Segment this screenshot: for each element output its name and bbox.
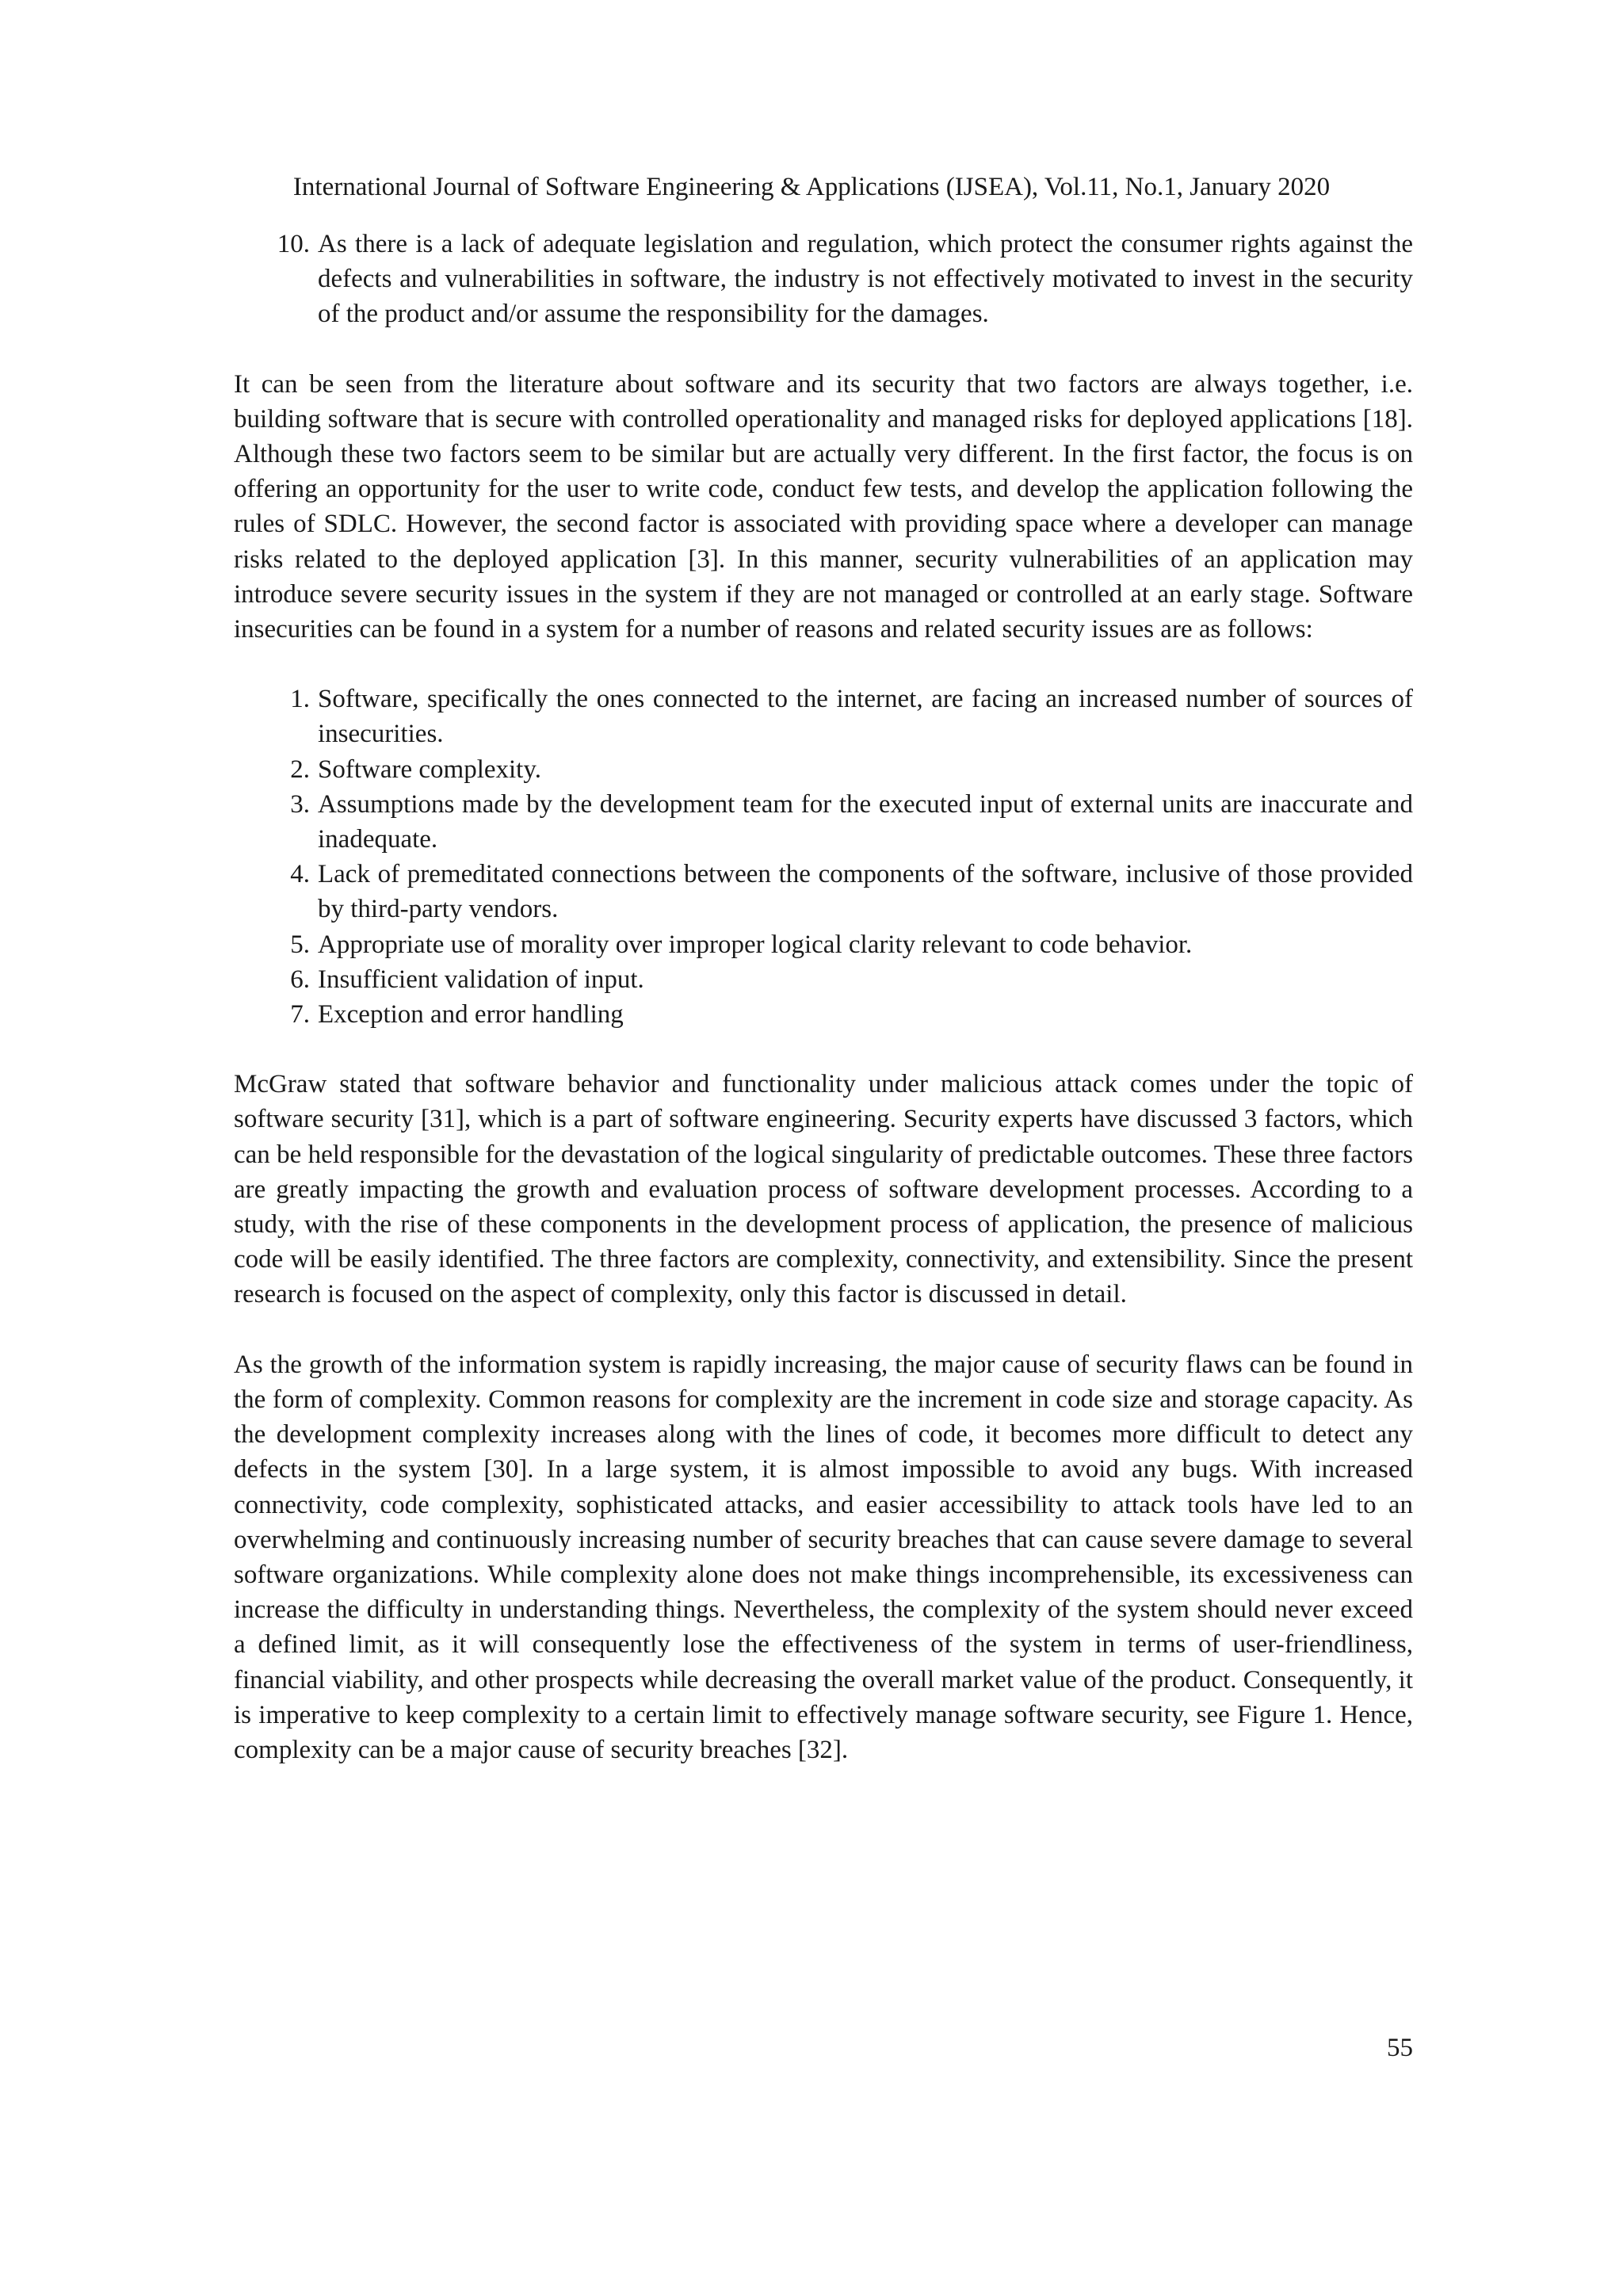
list-item-text: Software complexity. xyxy=(318,755,541,784)
body-paragraph: It can be seen from the literature about software and its security that two factors are always together, i.e. building software that is secure with controlled operationality and managed risks for deployed applications [18]. Although these two factors seem to be similar but are actually very different. In the first factor, the focus is on offering an opportunity for the user to write code, conduct few tests, and develop the application following the rules of SDLC. However, the second factor is associated with providing space where a developer can manage risks related to the deployed application [3]. In this manner, security vulnerabilities of an application may introduce severe security issues in the system if they are not managed or controlled at an early stage. Software insecurities can be found in a system for a number of reasons and related security issues are as follows: xyxy=(234,369,1413,644)
list-item-number: 1. xyxy=(290,685,310,714)
body-paragraph: McGraw stated that software behavior and functionality under malicious attack comes under the topic of software security [31], which is a part of software engineering. Security experts have discussed 3 factors, which can be held responsible for the devastation of the logical singularity of predictable outcomes. These three factors are greatly impacting the growth and evaluation process of software development processes. According to a study, with the rise of these components in the development process of application, the presence of malicious code will be easily identified. The three factors are complexity, connectivity, and extensibility. Since the present research is focused on the aspect of complexity, only this factor is discussed in detail. xyxy=(234,1070,1413,1309)
list-item-text: Exception and error handling xyxy=(318,1000,624,1030)
list-item xyxy=(234,997,1413,1032)
list-item xyxy=(234,752,1413,787)
body-paragraph: As the growth of the information system is rapidly increasing, the major cause of security flaws can be found in the form of complexity. Common reasons for complexity are the increment in code size and storage capacity. As the development complexity increases along with the lines of code, it becomes more difficult to detect any defects in the system [30]. In a large system, it is almost impossible to avoid any bugs. With increased connectivity, code complexity, sophisticated attacks, and easier accessibility to attack tools have led to an overwhelming and continuously increasing number of security breaches that can cause severe damage to several software organizations. While complexity alone does not make things incomprehensible, its excessiveness can increase the difficulty in understanding things. Nevertheless, the complexity of the system should never exceed a defined limit, as it will consequently lose the effectiveness of the system in terms of user-friendliness, financial viability, and other prospects while decreasing the overall market value of the product. Consequently, it is imperative to keep complexity to a certain limit to effectively manage software security, see Figure 1. Hence, complexity can be a major cause of security breaches [32]. xyxy=(234,1350,1413,1764)
insecurity-reasons-list xyxy=(234,682,1413,1032)
list-item xyxy=(234,787,1413,857)
list-item-number: 7. xyxy=(290,1000,310,1030)
list-item xyxy=(234,682,1413,751)
list-item-number: 10. xyxy=(277,230,310,258)
running-header: International Journal of Software Engineering & Applications (IJSEA), Vol.11, No.1, January 2020 xyxy=(292,173,1331,201)
page-number: 55 xyxy=(1387,2034,1413,2062)
list-item xyxy=(234,927,1413,962)
list-item xyxy=(234,227,1413,332)
numbered-list-continued xyxy=(234,227,1413,332)
list-item-text: Appropriate use of morality over improper logical clarity relevant to code behavior. xyxy=(318,930,1193,959)
page-body xyxy=(234,227,1413,1767)
list-item xyxy=(234,962,1413,997)
list-item-text: Software, specifically the ones connected to the internet, are facing an increased number of sources of insecurities. xyxy=(318,685,1413,749)
list-item-number: 3. xyxy=(290,789,310,819)
list-item xyxy=(234,857,1413,926)
list-item-number: 6. xyxy=(290,965,310,994)
list-item-number: 2. xyxy=(290,755,310,784)
list-item-number: 4. xyxy=(290,860,310,889)
list-item-text: Lack of premeditated connections between the components of the software, inclusive of those provided by third-party vendors. xyxy=(318,860,1413,924)
list-item-text: Insufficient validation of input. xyxy=(318,965,644,994)
list-item-text: Assumptions made by the development team for the executed input of external units are inaccurate and inadequate. xyxy=(318,789,1413,854)
list-item-text: As there is a lack of adequate legislation and regulation, which protect the consumer rights against the defects and vulnerabilities in software, the industry is not effectively motivated to invest in the security of the product and/or assume the responsibility for the damages. xyxy=(318,230,1413,329)
list-item-number: 5. xyxy=(290,930,310,959)
